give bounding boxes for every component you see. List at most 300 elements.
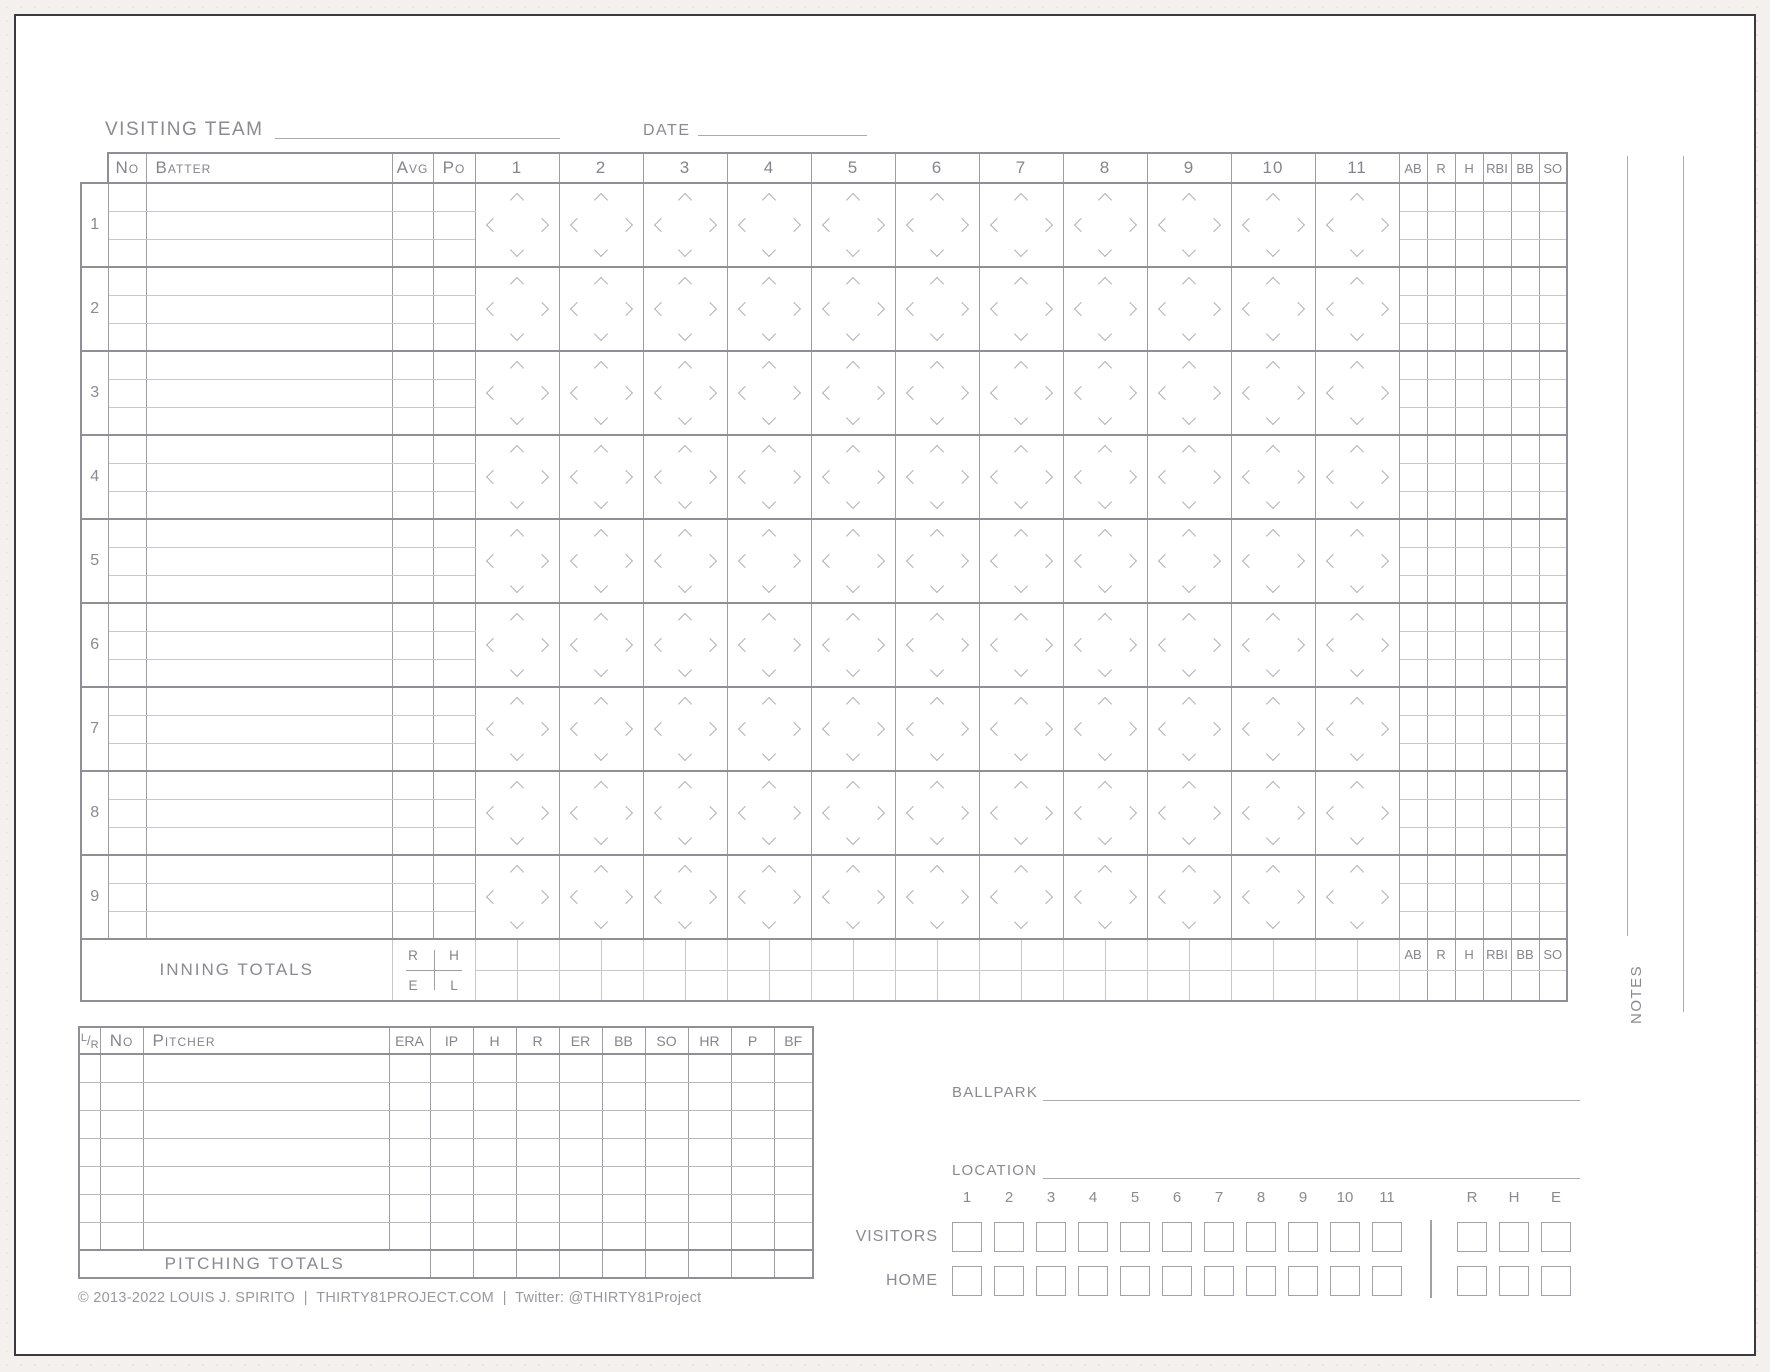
batter-bb-cell[interactable] <box>1511 491 1539 519</box>
batter-h-cell[interactable] <box>1455 267 1483 295</box>
inning-total-cell[interactable] <box>1357 970 1399 1001</box>
batting-total-bb-cell[interactable] <box>1511 970 1539 1001</box>
pitcher-er-cell[interactable] <box>559 1166 602 1194</box>
scoring-cell-inning-5[interactable] <box>811 435 895 519</box>
pitcher-hr-cell[interactable] <box>688 1166 731 1194</box>
scoring-cell-inning-10[interactable] <box>1231 267 1315 351</box>
pitcher-pitcher-cell[interactable] <box>143 1138 389 1166</box>
linescore-box-home-inning-4[interactable] <box>1078 1266 1108 1296</box>
batter-h-cell[interactable] <box>1455 491 1483 519</box>
batter-avg-cell[interactable] <box>392 547 433 575</box>
inning-total-cell[interactable] <box>979 970 1021 1001</box>
batter-no-cell[interactable] <box>108 631 146 659</box>
pitcher-h-cell[interactable] <box>473 1194 516 1222</box>
batter-batter-cell[interactable] <box>146 603 392 631</box>
batter-r-cell[interactable] <box>1427 631 1455 659</box>
batter-po-cell[interactable] <box>433 855 475 883</box>
scoring-cell-inning-9[interactable] <box>1147 351 1231 435</box>
scoring-cell-inning-3[interactable] <box>643 183 727 267</box>
linescore-box-visitors-inning-11[interactable] <box>1372 1222 1402 1252</box>
batter-avg-cell[interactable] <box>392 855 433 883</box>
batter-avg-cell[interactable] <box>392 211 433 239</box>
batter-no-cell[interactable] <box>108 855 146 883</box>
batter-batter-cell[interactable] <box>146 491 392 519</box>
batter-rbi-cell[interactable] <box>1483 575 1511 603</box>
linescore-box-home-inning-6[interactable] <box>1162 1266 1192 1296</box>
scoring-cell-inning-10[interactable] <box>1231 435 1315 519</box>
scoring-cell-inning-6[interactable] <box>895 267 979 351</box>
batter-h-cell[interactable] <box>1455 547 1483 575</box>
batter-rbi-cell[interactable] <box>1483 827 1511 855</box>
notes-rule-1[interactable] <box>1627 156 1628 936</box>
batter-batter-cell[interactable] <box>146 239 392 267</box>
batter-bb-cell[interactable] <box>1511 715 1539 743</box>
pitching-total-er-cell[interactable] <box>559 1250 602 1278</box>
scoring-cell-inning-6[interactable] <box>895 687 979 771</box>
batter-r-cell[interactable] <box>1427 855 1455 883</box>
pitcher-pitcher-cell[interactable] <box>143 1194 389 1222</box>
batter-po-cell[interactable] <box>433 435 475 463</box>
batter-batter-cell[interactable] <box>146 575 392 603</box>
batter-batter-cell[interactable] <box>146 687 392 715</box>
batter-bb-cell[interactable] <box>1511 575 1539 603</box>
scoring-cell-inning-3[interactable] <box>643 855 727 939</box>
batter-r-cell[interactable] <box>1427 575 1455 603</box>
pitching-total-bb-cell[interactable] <box>602 1250 645 1278</box>
scoring-cell-inning-11[interactable] <box>1315 435 1399 519</box>
batter-so-cell[interactable] <box>1539 911 1567 939</box>
pitcher-pitcher-cell[interactable] <box>143 1166 389 1194</box>
batter-so-cell[interactable] <box>1539 631 1567 659</box>
pitcher-so-cell[interactable] <box>645 1222 688 1250</box>
scoring-cell-inning-10[interactable] <box>1231 687 1315 771</box>
inning-total-cell[interactable] <box>1315 970 1357 1001</box>
scoring-cell-inning-2[interactable] <box>559 435 643 519</box>
pitcher-h-cell[interactable] <box>473 1166 516 1194</box>
pitcher-bb-cell[interactable] <box>602 1110 645 1138</box>
batter-avg-cell[interactable] <box>392 911 433 939</box>
batter-h-cell[interactable] <box>1455 715 1483 743</box>
batter-batter-cell[interactable] <box>146 211 392 239</box>
inning-total-cell[interactable] <box>475 970 517 1001</box>
batter-so-cell[interactable] <box>1539 491 1567 519</box>
batter-batter-cell[interactable] <box>146 519 392 547</box>
pitcher-lr-cell[interactable] <box>79 1082 100 1110</box>
scoring-cell-inning-7[interactable] <box>979 603 1063 687</box>
batter-bb-cell[interactable] <box>1511 547 1539 575</box>
pitcher-bf-cell[interactable] <box>774 1138 813 1166</box>
batter-h-cell[interactable] <box>1455 407 1483 435</box>
scoring-cell-inning-8[interactable] <box>1063 267 1147 351</box>
scoring-cell-inning-2[interactable] <box>559 603 643 687</box>
batter-ab-cell[interactable] <box>1399 883 1427 911</box>
scoring-cell-inning-5[interactable] <box>811 603 895 687</box>
pitcher-hr-cell[interactable] <box>688 1110 731 1138</box>
batter-r-cell[interactable] <box>1427 799 1455 827</box>
batter-r-cell[interactable] <box>1427 295 1455 323</box>
scoring-cell-inning-7[interactable] <box>979 435 1063 519</box>
pitcher-so-cell[interactable] <box>645 1082 688 1110</box>
inning-total-cell[interactable] <box>1063 939 1105 970</box>
batter-batter-cell[interactable] <box>146 547 392 575</box>
batter-avg-cell[interactable] <box>392 379 433 407</box>
pitcher-so-cell[interactable] <box>645 1194 688 1222</box>
batter-po-cell[interactable] <box>433 715 475 743</box>
batter-avg-cell[interactable] <box>392 295 433 323</box>
linescore-box-home-inning-11[interactable] <box>1372 1266 1402 1296</box>
batter-rbi-cell[interactable] <box>1483 547 1511 575</box>
scoring-cell-inning-1[interactable] <box>475 855 559 939</box>
batter-ab-cell[interactable] <box>1399 463 1427 491</box>
batter-r-cell[interactable] <box>1427 323 1455 351</box>
scoring-cell-inning-5[interactable] <box>811 183 895 267</box>
scoring-cell-inning-3[interactable] <box>643 687 727 771</box>
batter-no-cell[interactable] <box>108 687 146 715</box>
linescore-box-home-h[interactable] <box>1499 1266 1529 1296</box>
batter-ab-cell[interactable] <box>1399 715 1427 743</box>
batter-h-cell[interactable] <box>1455 323 1483 351</box>
inning-total-cell[interactable] <box>475 939 517 970</box>
batter-bb-cell[interactable] <box>1511 463 1539 491</box>
date-blank[interactable] <box>698 135 867 136</box>
batter-no-cell[interactable] <box>108 519 146 547</box>
scoring-cell-inning-6[interactable] <box>895 855 979 939</box>
batter-h-cell[interactable] <box>1455 687 1483 715</box>
batter-bb-cell[interactable] <box>1511 855 1539 883</box>
pitcher-bf-cell[interactable] <box>774 1054 813 1082</box>
batter-po-cell[interactable] <box>433 799 475 827</box>
batter-r-cell[interactable] <box>1427 547 1455 575</box>
linescore-box-visitors-inning-8[interactable] <box>1246 1222 1276 1252</box>
linescore-box-visitors-e[interactable] <box>1541 1222 1571 1252</box>
batter-batter-cell[interactable] <box>146 799 392 827</box>
batter-bb-cell[interactable] <box>1511 743 1539 771</box>
scoring-cell-inning-9[interactable] <box>1147 267 1231 351</box>
batter-bb-cell[interactable] <box>1511 519 1539 547</box>
batter-bb-cell[interactable] <box>1511 407 1539 435</box>
scoring-cell-inning-4[interactable] <box>727 183 811 267</box>
pitcher-no-cell[interactable] <box>100 1138 143 1166</box>
scoring-cell-inning-8[interactable] <box>1063 855 1147 939</box>
inning-total-cell[interactable] <box>559 970 601 1001</box>
scoring-cell-inning-5[interactable] <box>811 267 895 351</box>
batter-avg-cell[interactable] <box>392 575 433 603</box>
scoring-cell-inning-3[interactable] <box>643 771 727 855</box>
pitcher-no-cell[interactable] <box>100 1194 143 1222</box>
batter-bb-cell[interactable] <box>1511 659 1539 687</box>
pitcher-h-cell[interactable] <box>473 1082 516 1110</box>
inning-total-cell[interactable] <box>559 939 601 970</box>
batter-ab-cell[interactable] <box>1399 827 1427 855</box>
pitcher-ip-cell[interactable] <box>430 1082 473 1110</box>
scoring-cell-inning-11[interactable] <box>1315 771 1399 855</box>
inning-total-cell[interactable] <box>727 970 769 1001</box>
scoring-cell-inning-9[interactable] <box>1147 603 1231 687</box>
pitcher-lr-cell[interactable] <box>79 1222 100 1250</box>
batter-r-cell[interactable] <box>1427 463 1455 491</box>
batter-r-cell[interactable] <box>1427 687 1455 715</box>
batter-ab-cell[interactable] <box>1399 659 1427 687</box>
scoring-cell-inning-9[interactable] <box>1147 855 1231 939</box>
scoring-cell-inning-1[interactable] <box>475 267 559 351</box>
pitching-total-h-cell[interactable] <box>473 1250 516 1278</box>
scoring-cell-inning-11[interactable] <box>1315 267 1399 351</box>
scoring-cell-inning-6[interactable] <box>895 603 979 687</box>
scoring-cell-inning-4[interactable] <box>727 519 811 603</box>
visiting-team-blank[interactable] <box>275 138 560 139</box>
batter-po-cell[interactable] <box>433 603 475 631</box>
batter-avg-cell[interactable] <box>392 659 433 687</box>
batter-rbi-cell[interactable] <box>1483 407 1511 435</box>
batter-no-cell[interactable] <box>108 911 146 939</box>
ballpark-blank[interactable] <box>1043 1100 1580 1101</box>
batter-po-cell[interactable] <box>433 743 475 771</box>
pitcher-lr-cell[interactable] <box>79 1194 100 1222</box>
pitcher-hr-cell[interactable] <box>688 1138 731 1166</box>
scoring-cell-inning-1[interactable] <box>475 183 559 267</box>
pitching-total-p-cell[interactable] <box>731 1250 774 1278</box>
pitcher-so-cell[interactable] <box>645 1138 688 1166</box>
batter-rbi-cell[interactable] <box>1483 743 1511 771</box>
batter-no-cell[interactable] <box>108 491 146 519</box>
pitcher-so-cell[interactable] <box>645 1054 688 1082</box>
batter-so-cell[interactable] <box>1539 743 1567 771</box>
scoring-cell-inning-11[interactable] <box>1315 519 1399 603</box>
scoring-cell-inning-8[interactable] <box>1063 351 1147 435</box>
pitching-total-bf-cell[interactable] <box>774 1250 813 1278</box>
batter-rbi-cell[interactable] <box>1483 687 1511 715</box>
batter-no-cell[interactable] <box>108 407 146 435</box>
inning-total-cell[interactable] <box>1147 939 1189 970</box>
scoring-cell-inning-3[interactable] <box>643 519 727 603</box>
scoring-cell-inning-10[interactable] <box>1231 603 1315 687</box>
pitcher-ip-cell[interactable] <box>430 1194 473 1222</box>
batter-r-cell[interactable] <box>1427 239 1455 267</box>
inning-total-cell[interactable] <box>1315 939 1357 970</box>
pitcher-era-cell[interactable] <box>389 1166 430 1194</box>
batter-h-cell[interactable] <box>1455 631 1483 659</box>
pitcher-era-cell[interactable] <box>389 1082 430 1110</box>
batter-no-cell[interactable] <box>108 771 146 799</box>
batter-rbi-cell[interactable] <box>1483 799 1511 827</box>
pitcher-hr-cell[interactable] <box>688 1082 731 1110</box>
batter-ab-cell[interactable] <box>1399 295 1427 323</box>
pitcher-bf-cell[interactable] <box>774 1082 813 1110</box>
linescore-box-visitors-inning-9[interactable] <box>1288 1222 1318 1252</box>
scoring-cell-inning-6[interactable] <box>895 351 979 435</box>
batter-h-cell[interactable] <box>1455 295 1483 323</box>
batter-avg-cell[interactable] <box>392 603 433 631</box>
batter-avg-cell[interactable] <box>392 771 433 799</box>
pitcher-p-cell[interactable] <box>731 1054 774 1082</box>
linescore-box-visitors-h[interactable] <box>1499 1222 1529 1252</box>
notes-rule-2[interactable] <box>1683 156 1684 1012</box>
pitcher-r-cell[interactable] <box>516 1194 559 1222</box>
batter-po-cell[interactable] <box>433 883 475 911</box>
batter-bb-cell[interactable] <box>1511 351 1539 379</box>
inning-total-cell[interactable] <box>937 970 979 1001</box>
batter-bb-cell[interactable] <box>1511 295 1539 323</box>
batter-no-cell[interactable] <box>108 715 146 743</box>
batter-r-cell[interactable] <box>1427 715 1455 743</box>
batter-batter-cell[interactable] <box>146 911 392 939</box>
scoring-cell-inning-1[interactable] <box>475 351 559 435</box>
batter-avg-cell[interactable] <box>392 715 433 743</box>
batter-so-cell[interactable] <box>1539 239 1567 267</box>
batter-no-cell[interactable] <box>108 351 146 379</box>
batter-avg-cell[interactable] <box>392 687 433 715</box>
batter-r-cell[interactable] <box>1427 211 1455 239</box>
inning-total-cell[interactable] <box>1105 970 1147 1001</box>
batter-po-cell[interactable] <box>433 211 475 239</box>
batter-so-cell[interactable] <box>1539 463 1567 491</box>
pitcher-no-cell[interactable] <box>100 1082 143 1110</box>
batter-no-cell[interactable] <box>108 323 146 351</box>
scoring-cell-inning-10[interactable] <box>1231 351 1315 435</box>
batter-po-cell[interactable] <box>433 491 475 519</box>
batter-r-cell[interactable] <box>1427 519 1455 547</box>
inning-total-cell[interactable] <box>1273 970 1315 1001</box>
pitcher-p-cell[interactable] <box>731 1222 774 1250</box>
batter-batter-cell[interactable] <box>146 435 392 463</box>
scoring-cell-inning-11[interactable] <box>1315 687 1399 771</box>
batter-no-cell[interactable] <box>108 379 146 407</box>
batter-avg-cell[interactable] <box>392 519 433 547</box>
linescore-box-visitors-inning-7[interactable] <box>1204 1222 1234 1252</box>
inning-total-cell[interactable] <box>601 970 643 1001</box>
scoring-cell-inning-1[interactable] <box>475 603 559 687</box>
inning-total-cell[interactable] <box>769 970 811 1001</box>
scoring-cell-inning-5[interactable] <box>811 351 895 435</box>
batter-r-cell[interactable] <box>1427 827 1455 855</box>
pitcher-bb-cell[interactable] <box>602 1054 645 1082</box>
pitcher-bf-cell[interactable] <box>774 1194 813 1222</box>
scoring-cell-inning-1[interactable] <box>475 519 559 603</box>
pitcher-so-cell[interactable] <box>645 1166 688 1194</box>
inning-total-cell[interactable] <box>853 939 895 970</box>
batter-avg-cell[interactable] <box>392 407 433 435</box>
batter-po-cell[interactable] <box>433 911 475 939</box>
batter-bb-cell[interactable] <box>1511 239 1539 267</box>
pitcher-er-cell[interactable] <box>559 1138 602 1166</box>
batter-h-cell[interactable] <box>1455 799 1483 827</box>
batter-h-cell[interactable] <box>1455 827 1483 855</box>
scoring-cell-inning-9[interactable] <box>1147 687 1231 771</box>
batter-avg-cell[interactable] <box>392 267 433 295</box>
scoring-cell-inning-9[interactable] <box>1147 519 1231 603</box>
pitcher-lr-cell[interactable] <box>79 1138 100 1166</box>
batter-bb-cell[interactable] <box>1511 883 1539 911</box>
scoring-cell-inning-11[interactable] <box>1315 351 1399 435</box>
batter-ab-cell[interactable] <box>1399 491 1427 519</box>
scoring-cell-inning-8[interactable] <box>1063 771 1147 855</box>
batter-ab-cell[interactable] <box>1399 799 1427 827</box>
scoring-cell-inning-1[interactable] <box>475 771 559 855</box>
batter-so-cell[interactable] <box>1539 603 1567 631</box>
scoring-cell-inning-2[interactable] <box>559 267 643 351</box>
batter-rbi-cell[interactable] <box>1483 183 1511 211</box>
batting-total-ab-cell[interactable] <box>1399 970 1427 1001</box>
batter-h-cell[interactable] <box>1455 575 1483 603</box>
pitcher-bf-cell[interactable] <box>774 1166 813 1194</box>
scoring-cell-inning-2[interactable] <box>559 183 643 267</box>
batter-so-cell[interactable] <box>1539 715 1567 743</box>
batter-bb-cell[interactable] <box>1511 435 1539 463</box>
scoring-cell-inning-5[interactable] <box>811 771 895 855</box>
pitcher-h-cell[interactable] <box>473 1110 516 1138</box>
batter-batter-cell[interactable] <box>146 407 392 435</box>
batting-total-rbi-cell[interactable] <box>1483 970 1511 1001</box>
scoring-cell-inning-2[interactable] <box>559 351 643 435</box>
batter-h-cell[interactable] <box>1455 183 1483 211</box>
scoring-cell-inning-8[interactable] <box>1063 519 1147 603</box>
batter-bb-cell[interactable] <box>1511 687 1539 715</box>
batter-r-cell[interactable] <box>1427 351 1455 379</box>
scoring-cell-inning-3[interactable] <box>643 267 727 351</box>
pitcher-no-cell[interactable] <box>100 1110 143 1138</box>
batter-po-cell[interactable] <box>433 827 475 855</box>
batter-bb-cell[interactable] <box>1511 799 1539 827</box>
pitcher-bb-cell[interactable] <box>602 1082 645 1110</box>
batter-rbi-cell[interactable] <box>1483 659 1511 687</box>
batter-ab-cell[interactable] <box>1399 519 1427 547</box>
batter-h-cell[interactable] <box>1455 211 1483 239</box>
inning-total-cell[interactable] <box>979 939 1021 970</box>
linescore-box-home-e[interactable] <box>1541 1266 1571 1296</box>
batter-ab-cell[interactable] <box>1399 687 1427 715</box>
pitcher-h-cell[interactable] <box>473 1138 516 1166</box>
batting-total-so-cell[interactable] <box>1539 970 1567 1001</box>
pitcher-so-cell[interactable] <box>645 1110 688 1138</box>
inning-total-cell[interactable] <box>1021 939 1063 970</box>
batter-r-cell[interactable] <box>1427 407 1455 435</box>
scoring-cell-inning-4[interactable] <box>727 687 811 771</box>
pitcher-bb-cell[interactable] <box>602 1222 645 1250</box>
batter-r-cell[interactable] <box>1427 183 1455 211</box>
scoring-cell-inning-11[interactable] <box>1315 603 1399 687</box>
batter-rbi-cell[interactable] <box>1483 239 1511 267</box>
batter-so-cell[interactable] <box>1539 575 1567 603</box>
batter-po-cell[interactable] <box>433 575 475 603</box>
scoring-cell-inning-7[interactable] <box>979 267 1063 351</box>
batter-so-cell[interactable] <box>1539 435 1567 463</box>
linescore-box-home-inning-10[interactable] <box>1330 1266 1360 1296</box>
pitcher-pitcher-cell[interactable] <box>143 1110 389 1138</box>
pitcher-r-cell[interactable] <box>516 1222 559 1250</box>
batter-h-cell[interactable] <box>1455 743 1483 771</box>
location-blank[interactable] <box>1043 1178 1580 1179</box>
pitcher-lr-cell[interactable] <box>79 1110 100 1138</box>
pitcher-p-cell[interactable] <box>731 1138 774 1166</box>
batter-ab-cell[interactable] <box>1399 323 1427 351</box>
scoring-cell-inning-6[interactable] <box>895 519 979 603</box>
batter-so-cell[interactable] <box>1539 407 1567 435</box>
pitcher-r-cell[interactable] <box>516 1110 559 1138</box>
batter-avg-cell[interactable] <box>392 323 433 351</box>
batter-ab-cell[interactable] <box>1399 743 1427 771</box>
scoring-cell-inning-9[interactable] <box>1147 771 1231 855</box>
batter-so-cell[interactable] <box>1539 211 1567 239</box>
batter-no-cell[interactable] <box>108 435 146 463</box>
batter-so-cell[interactable] <box>1539 799 1567 827</box>
scoring-cell-inning-5[interactable] <box>811 687 895 771</box>
batter-avg-cell[interactable] <box>392 239 433 267</box>
pitcher-r-cell[interactable] <box>516 1138 559 1166</box>
scoring-cell-inning-7[interactable] <box>979 183 1063 267</box>
batter-po-cell[interactable] <box>433 771 475 799</box>
batter-no-cell[interactable] <box>108 463 146 491</box>
batter-po-cell[interactable] <box>433 183 475 211</box>
